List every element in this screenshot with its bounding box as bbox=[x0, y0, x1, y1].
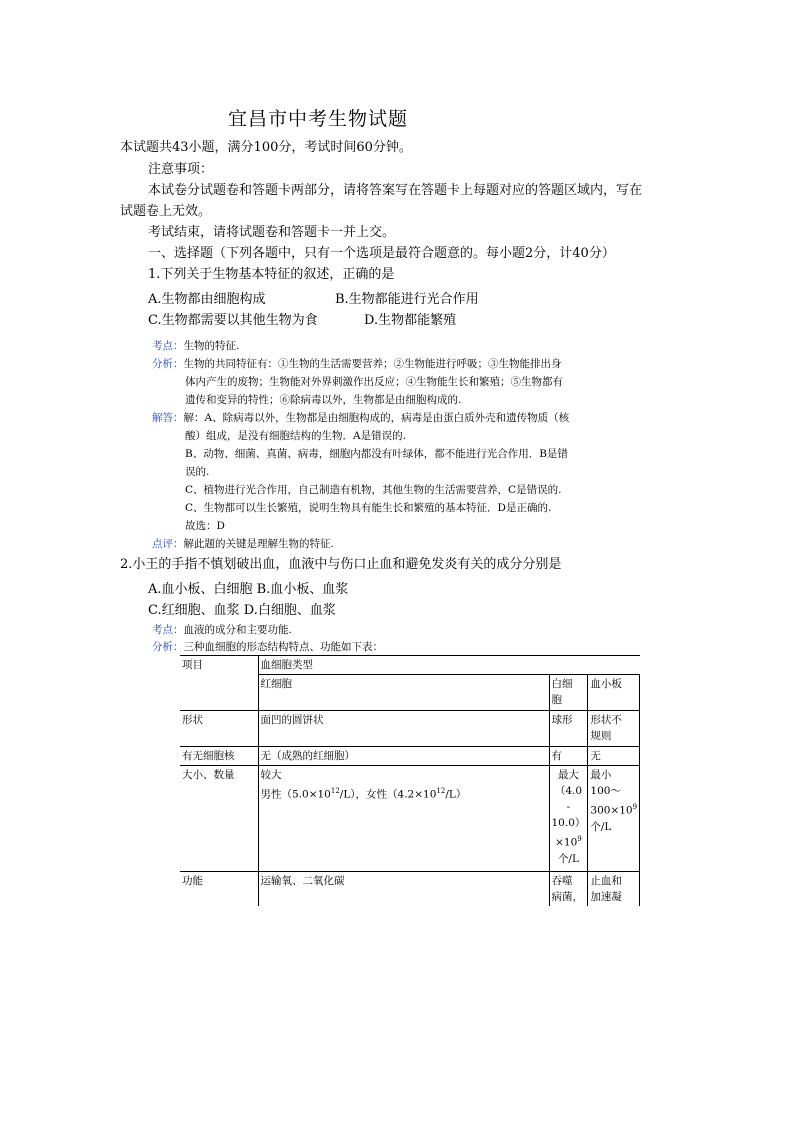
table-cell: 血小板 bbox=[588, 675, 640, 711]
table-row bbox=[180, 747, 640, 766]
q2-kaodian bbox=[152, 622, 292, 639]
table-cell: 吞噬 病菌， bbox=[549, 872, 588, 907]
table-cell: 有无细胞核 bbox=[180, 747, 258, 766]
q1-fenxi-1 bbox=[152, 356, 562, 373]
table-row bbox=[180, 872, 640, 907]
q1-jieda-7: 故选：D bbox=[185, 520, 225, 532]
table-row bbox=[180, 766, 640, 872]
notice-heading: 注意事项： bbox=[148, 162, 214, 177]
table-cell: 面凹的圆饼状 bbox=[258, 711, 549, 747]
table-cell: 运输氧、二氧化碳 bbox=[258, 872, 549, 907]
q1-jieda-3: B、动物、细菌、真菌、病毒，细胞内都没有叶绿体，都不能进行光合作用．B是错 bbox=[185, 448, 568, 460]
fenxi-text: 三种血细胞的形态结构特点、功能如下表： bbox=[183, 641, 383, 653]
fenxi-label: 分析： bbox=[152, 641, 184, 653]
table-cell: 无（成熟的红细胞） bbox=[258, 747, 549, 766]
notice-line-2: 考试结束，请将试题卷和答题卡一并上交。 bbox=[148, 225, 396, 240]
kaodian-label: 考点： bbox=[152, 624, 184, 636]
section-heading: 一、选择题（下列各题中，只有一个选项是最符合题意的。每小题2分，计40分） bbox=[148, 246, 615, 261]
question-2-options-ab: A.血小板、白细胞 B.血小板、血浆 bbox=[148, 582, 349, 597]
table-cell: 功能 bbox=[180, 872, 258, 907]
table-cell: 形状不 规则 bbox=[588, 711, 640, 747]
q2-fenxi bbox=[152, 639, 383, 656]
table-row bbox=[180, 711, 640, 747]
q1-jieda-4: 误的. bbox=[185, 466, 210, 478]
q1-jieda-6: C、生物都可以生长繁殖，说明生物具有能生长和繁殖的基本特征．D是正确的. bbox=[185, 502, 552, 514]
table-cell: 止血和 加速凝 bbox=[588, 872, 640, 907]
jieda-label: 解答： bbox=[152, 412, 184, 424]
q1-fenxi-3: 遗传和变异的特性；⑥除病毒以外，生物都是由细胞构成的. bbox=[185, 394, 462, 406]
blood-cell-table bbox=[180, 655, 640, 906]
table-cell: 白细 胞 bbox=[549, 675, 588, 711]
q1-fenxi-2: 体内产生的废物；生物能对外界刺激作出反应；④生物能生长和繁殖；⑤生物都有 bbox=[185, 376, 563, 388]
jieda-text: 解：A、除病毒以外，生物都是由细胞构成的，病毒是由蛋白质外壳和遗传物质（核 bbox=[183, 412, 570, 424]
page-title: 宜昌市中考生物试题 bbox=[228, 108, 409, 130]
notice-line-1-cont: 试题卷上无效。 bbox=[120, 204, 212, 219]
kaodian-text: 生物的特征. bbox=[183, 340, 240, 352]
question-2-stem: 2.小王的手指不慎划破出血，血液中与伤口止血和避免发炎有关的成分分别是 bbox=[120, 557, 562, 572]
fenxi-text: 生物的共同特征有：①生物的生活需要营养；②生物能进行呼吸；③生物能排出身 bbox=[183, 358, 562, 370]
question-1-option-a: A.生物都由细胞构成 bbox=[148, 292, 266, 307]
table-cell: 最大 （4.0 - 10.0） $\times 10^9$ 个/L bbox=[549, 766, 588, 872]
dianping-label: 点评： bbox=[152, 538, 184, 550]
question-1-stem: 1.下列关于生物基本特征的叙述，正确的是 bbox=[148, 267, 395, 282]
q1-kaodian bbox=[152, 338, 239, 355]
table-cell: 有 bbox=[549, 747, 588, 766]
q1-jieda-5: C、植物进行光合作用，自己制造有机物，其他生物的生活需要营养，C是错误的. bbox=[185, 484, 562, 496]
dianping-text: 解此题的关键是理解生物的特征. bbox=[183, 538, 334, 550]
q1-dianping bbox=[152, 536, 334, 553]
table-cell: 红细胞 bbox=[258, 675, 549, 711]
table-cell: 大小、数量 bbox=[180, 766, 258, 872]
table-cell: 血细胞类型 bbox=[258, 656, 640, 675]
intro-text: 本试题共43小题，满分100分，考试时间60分钟。 bbox=[120, 140, 412, 155]
q1-jieda-2: 酸）组成，是没有细胞结构的生物．A是错误的. bbox=[185, 430, 406, 442]
fenxi-label: 分析： bbox=[152, 358, 184, 370]
q1-jieda-1 bbox=[152, 410, 569, 427]
question-1-option-d: D.生物都能繁殖 bbox=[364, 313, 457, 328]
table-cell: 较大 男性$(5.0\times 10^{12}/L)$，女性$(4.2\times 10^{12}/L)$ bbox=[258, 766, 549, 872]
question-1-option-b: B.生物都能进行光合作用 bbox=[335, 292, 479, 307]
kaodian-text: 血液的成分和主要功能. bbox=[183, 624, 292, 636]
table-cell: 无 bbox=[588, 747, 640, 766]
table-cell: 球形 bbox=[549, 711, 588, 747]
table-cell: 最小 100～ $300\times 10^9$ 个/L bbox=[588, 766, 640, 872]
notice-line-1: 本试卷分试题卷和答题卡两部分，请将答案写在答题卡上每题对应的答题区域内，写在 bbox=[148, 183, 643, 198]
table-cell: 项目 bbox=[180, 656, 258, 711]
question-1-option-c: C.生物都需要以其他生物为食 bbox=[148, 313, 318, 328]
table-cell: 形状 bbox=[180, 711, 258, 747]
question-2-options-cd: C.红细胞、血浆 D.白细胞、血浆 bbox=[148, 603, 336, 618]
table-row bbox=[180, 656, 640, 675]
kaodian-label: 考点： bbox=[152, 340, 184, 352]
